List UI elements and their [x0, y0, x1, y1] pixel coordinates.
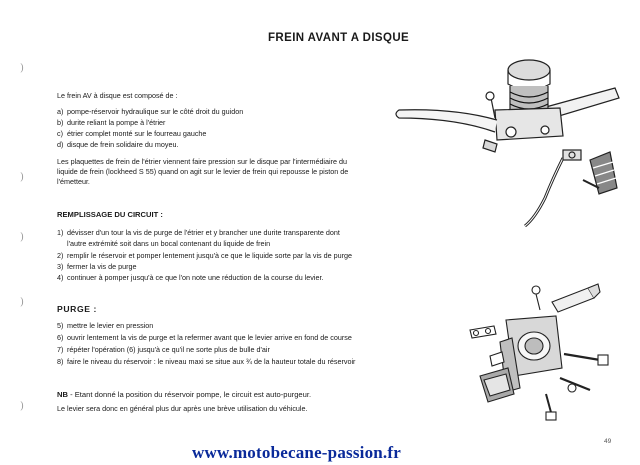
paragraph-line: l'émetteur.: [57, 177, 90, 186]
master-cylinder-lever-drawing: [385, 48, 630, 228]
margin-mark: ): [20, 232, 24, 243]
list-item: [57, 118, 165, 129]
list-marker: 3): [57, 262, 64, 271]
list-item: [57, 140, 178, 151]
list-marker: a): [57, 107, 64, 116]
list-text: étrier complet monté sur le fourreau gauche: [67, 129, 207, 138]
caliper-exploded-drawing: [460, 276, 620, 426]
list-text: continuer à pomper jusqu'à ce que l'on note une réduction de la course du levier.: [67, 273, 324, 282]
note-line: [57, 390, 311, 401]
list-marker: 6): [57, 333, 64, 342]
list-text: dévisser d'un tour la vis de purge de l'étrier et y brancher une durite transparente dont: [67, 228, 340, 237]
list-item: [57, 333, 352, 344]
page-number: 49: [604, 438, 612, 445]
list-marker: 4): [57, 273, 64, 282]
list-text: disque de frein solidaire du moyeu.: [67, 140, 179, 149]
section-heading-remplissage: REMPLISSAGE DU CIRCUIT :: [57, 210, 163, 219]
list-item: [57, 107, 243, 118]
list-marker: d): [57, 140, 64, 149]
section-heading-purge: PURGE :: [57, 304, 98, 314]
list-text: fermer la vis de purge: [67, 262, 137, 271]
list-marker: c): [57, 129, 63, 138]
list-item: [57, 357, 355, 368]
list-marker: 7): [57, 345, 64, 354]
list-item: [57, 251, 352, 262]
list-text: mettre le levier en pression: [67, 321, 154, 330]
paragraph-line: liquide de frein (lockheed S 55) quand on agit sur le levier de frein qui repousse le piston de: [57, 167, 349, 176]
list-text: remplir le réservoir et pomper lentement jusqu'à ce que le liquide sorte par la vis de purge: [67, 251, 353, 260]
list-item: [57, 262, 137, 273]
list-text: répéter l'opération (6) jusqu'à ce qu'il ne sorte plus de bulle d'air: [67, 345, 270, 354]
page-title: FREIN AVANT A DISQUE: [268, 32, 410, 44]
margin-mark: ): [20, 172, 24, 183]
site-url-link[interactable]: www.motobecane-passion.fr: [192, 443, 401, 462]
list-marker: b): [57, 118, 64, 127]
list-marker: 2): [57, 251, 64, 260]
list-item: [57, 273, 323, 284]
list-text: ouvrir lentement la vis de purge et la refermer avant que le levier arrive en fond de course: [67, 333, 352, 342]
list-marker: 5): [57, 321, 64, 330]
list-text: pompe-réservoir hydraulique sur le côté droit du guidon: [67, 107, 244, 116]
list-item: [57, 129, 206, 140]
note-label: NB: [57, 390, 68, 399]
intro-lead: Le frein AV à disque est composé de :: [57, 91, 178, 100]
list-item: [57, 228, 340, 249]
list-text: faire le niveau du réservoir : le niveau maxi se situe aux ¾ de la hauteur totale du réservoir: [67, 357, 356, 366]
list-text: durite reliant la pompe à l'étrier: [67, 118, 166, 127]
list-item: [57, 345, 270, 356]
list-marker: 1): [57, 228, 64, 237]
note-line-2: Le levier sera donc en général plus dur après une brève utilisation du véhicule.: [57, 404, 308, 413]
list-marker: 8): [57, 357, 64, 366]
list-text-continued: l'autre extrémité soit dans un bocal contenant du liquide de frein: [67, 238, 271, 248]
margin-mark: ): [20, 401, 24, 412]
list-item: [57, 321, 153, 332]
margin-mark: ): [20, 63, 24, 74]
note-text: - Etant donné la position du réservoir pompe, le circuit est auto-purgeur.: [67, 390, 312, 399]
margin-mark: ): [20, 297, 24, 308]
paragraph-line: Les plaquettes de frein de l'étrier viennent faire pression sur le disque par l'intermédiaire du: [57, 157, 348, 166]
